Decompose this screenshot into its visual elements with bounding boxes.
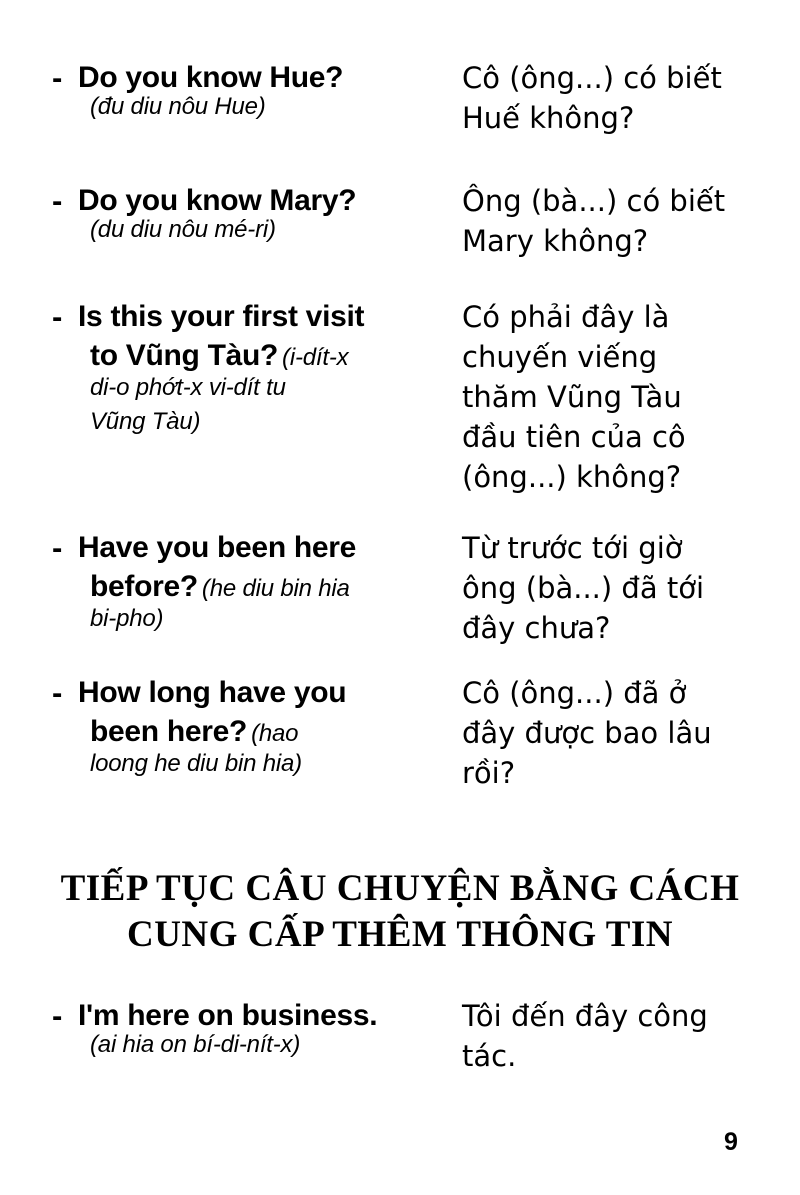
pronunciation-guide: (du diu nôu mé-ri) <box>90 216 276 243</box>
vietnamese-line: rồi? <box>462 756 516 790</box>
vietnamese-line: chuyến viếng <box>462 340 658 374</box>
english-phrase-line: been here? <box>90 715 248 748</box>
pronunciation-guide-line: Vũng Tàu) <box>90 408 201 435</box>
entry-dash: - <box>52 530 63 565</box>
section-heading <box>0 866 800 958</box>
vietnamese-translation <box>462 181 782 261</box>
pronunciation-guide: (ai hia on bí-di-nít-x) <box>90 1031 301 1058</box>
vietnamese-line: Cô (ông...) có biết <box>462 61 722 95</box>
vietnamese-line: đây được bao lâu <box>462 716 712 750</box>
english-phrase-line-with-pronunciation <box>78 336 428 375</box>
vietnamese-line: đây chưa? <box>462 611 611 645</box>
english-phrase-line-with-pronunciation <box>78 712 428 751</box>
vietnamese-line: Mary không? <box>462 224 649 258</box>
vietnamese-line: Có phải đây là <box>462 300 670 334</box>
english-column <box>78 181 428 243</box>
pronunciation-guide-line: bi-pho) <box>90 605 164 632</box>
entry-dash: - <box>52 183 63 218</box>
section-heading-line: CUNG CẤP THÊM THÔNG TIN <box>126 914 674 955</box>
pronunciation-guide-line: loong he diu bin hia) <box>90 750 302 777</box>
vietnamese-translation <box>462 996 782 1076</box>
vietnamese-line: tác. <box>462 1039 517 1073</box>
page-number: 9 <box>724 1128 738 1156</box>
entry-dash: - <box>52 60 63 95</box>
vietnamese-line: Cô (ông...) đã ở <box>462 676 687 710</box>
english-column <box>78 996 428 1058</box>
vietnamese-translation <box>462 673 782 793</box>
english-column <box>78 58 428 120</box>
english-phrase-line: How long have you <box>78 676 347 709</box>
pronunciation-guide: (he diu bin hia <box>201 575 350 602</box>
vietnamese-line: Tôi đến đây công <box>462 999 708 1033</box>
english-column <box>78 297 428 439</box>
vietnamese-line: Huế không? <box>462 101 635 135</box>
vietnamese-translation <box>462 58 782 138</box>
pronunciation-guide: (hao <box>251 720 299 747</box>
pronunciation-guide: (i-dít-x <box>282 344 349 371</box>
entry-dash: - <box>52 675 63 710</box>
english-phrase: Do you know Mary? <box>78 184 357 217</box>
vietnamese-translation <box>462 528 782 648</box>
pronunciation-guide-line: di-o phớt-x vi-dít tu <box>90 374 286 401</box>
english-phrase-line: before? <box>90 570 198 603</box>
english-phrase: I'm here on business. <box>78 999 378 1032</box>
section-heading-line: TIẾP TỤC CÂU CHUYỆN BẰNG CÁCH <box>60 868 740 909</box>
english-phrase-line: Have you been here <box>78 531 357 564</box>
english-column <box>78 673 428 781</box>
vietnamese-line: Từ trước tới giờ <box>462 531 683 565</box>
english-phrase-line: to Vũng Tàu? <box>90 339 279 372</box>
vietnamese-line: thăm Vũng Tàu <box>462 380 682 414</box>
english-phrase: Do you know Hue? <box>78 61 344 94</box>
vietnamese-line: (ông...) không? <box>462 460 682 494</box>
english-phrase-line: Is this your first visit <box>78 300 365 333</box>
vietnamese-line: đầu tiên của cô <box>462 420 686 454</box>
entry-dash: - <box>52 998 63 1033</box>
english-column <box>78 528 428 636</box>
entry-dash: - <box>52 299 63 334</box>
vietnamese-line: ông (bà...) đã tới <box>462 571 704 605</box>
vietnamese-line: Ông (bà...) có biết <box>462 184 726 218</box>
english-phrase-line-with-pronunciation <box>78 567 428 606</box>
vietnamese-translation <box>462 297 782 497</box>
pronunciation-guide: (đu diu nôu Hue) <box>90 93 266 120</box>
